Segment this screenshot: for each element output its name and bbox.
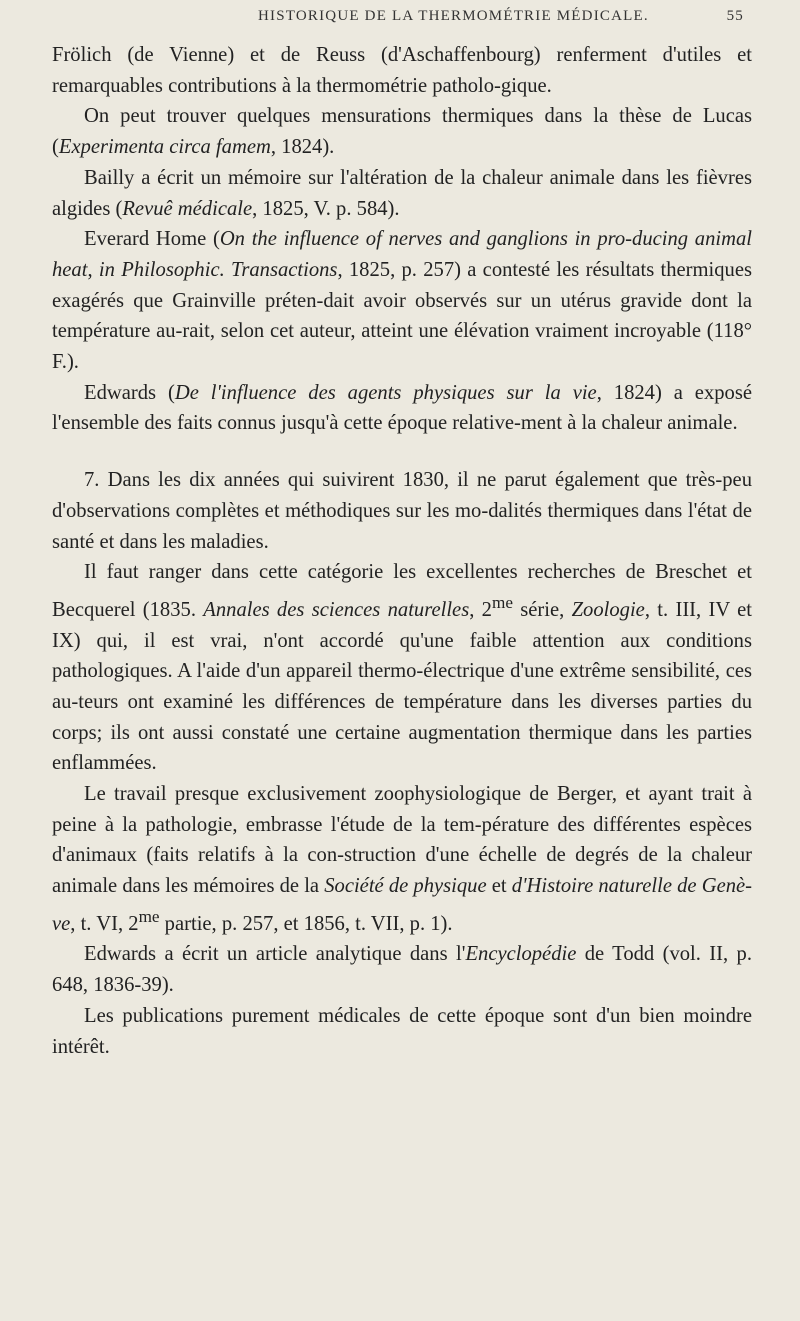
paragraph xyxy=(52,779,752,939)
text-segment: et xyxy=(486,875,512,898)
paragraph xyxy=(52,1001,752,1062)
italic-text: Revuê médicale xyxy=(122,197,253,220)
paragraph xyxy=(52,378,752,439)
text-segment: , 1824). xyxy=(270,136,335,159)
text-segment: , xyxy=(87,258,99,281)
text-segment: , 2 xyxy=(469,598,492,621)
text-segment: Bailly a écrit un mémoire sur l'altération de la chaleur animale dans les fièvres algides ( xyxy=(52,166,752,220)
italic-text: Encyclopédie xyxy=(465,943,577,966)
paragraph xyxy=(52,939,752,1000)
paragraph xyxy=(52,465,752,557)
text-segment: 7. Dans les dix années qui suivirent 1830, il ne parut également que très-peu d'observations complètes et méthodiques sur les mo-dalités thermiques dans l'état de santé et dans les maladies. xyxy=(52,469,752,553)
paragraph xyxy=(52,163,752,224)
text-segment: , 1825, p. 257) a contesté les résultats thermiques exagérés que Grainville préten-dait avoir observés sur un utérus gravide dont la température au-rait, selon cet auteur, atteint une élévation vraiment incroyable (118° F.). xyxy=(52,258,752,374)
text-segment: , t. III, IV et IX) qui, il est vrai, n'ont accordé qu'une faible attention aux conditions pathologiques. A l'aide d'un appareil thermo-électrique d'une extrême sensibilité, ces au-teurs ont examiné les différences de température dans les diverses parties du corps; ils ont aussi constaté une certaine augmentation thermique dans les parties enflammées. xyxy=(52,598,753,775)
superscript-text: me xyxy=(138,906,160,926)
italic-text: d'Histoire naturelle de Genè-ve xyxy=(52,875,753,935)
body-text xyxy=(52,40,752,1062)
paragraph xyxy=(52,557,752,779)
italic-text: in Philosophic. Transactions xyxy=(98,258,338,281)
text-segment: Edwards a écrit un article analytique dans l' xyxy=(84,943,466,966)
text-segment: partie, p. 257, et 1856, t. VII, p. 1). xyxy=(159,912,453,935)
text-segment: Frölich (de Vienne) et de Reuss (d'Aschaffenbourg) renferment d'utiles et remarquables contributions à la thermométrie patholo-gique. xyxy=(52,44,752,97)
running-title: HISTORIQUE DE LA THERMOMÉTRIE MÉDICALE. xyxy=(258,8,649,24)
text-segment: de Todd (vol. II, p. 648, 1836-39). xyxy=(52,943,752,997)
italic-text: Société de physique xyxy=(324,875,487,898)
superscript-text: me xyxy=(491,592,513,612)
text-segment: On peut trouver quelques mensurations thermiques dans la thèse de Lucas ( xyxy=(52,105,752,159)
paragraph xyxy=(52,224,752,378)
text-segment: Edwards ( xyxy=(84,381,175,404)
italic-text: Experimenta circa famem xyxy=(58,136,271,159)
text-segment: Le travail presque exclusivement zoophysiologique de Berger, et ayant trait à peine à la pathologie, embrasse l'étude de la tem-pérature des différentes espèces d'animaux (faits relatifs à la con-struction d'une échelle de degrés de la chaleur animale dans les mémoires de la xyxy=(52,783,752,898)
text-segment: Les publications purement médicales de cette époque sont d'un bien moindre intérêt. xyxy=(52,1004,752,1058)
italic-text: Zoologie xyxy=(571,598,645,621)
text-segment: , t. VI, 2 xyxy=(70,912,139,935)
text-segment: , 1824) a exposé l'ensemble des faits connus jusqu'à cette époque relative-ment à la chaleur animale. xyxy=(52,381,752,435)
paragraph xyxy=(52,101,752,162)
paragraph xyxy=(52,40,752,101)
page-number: 55 xyxy=(726,8,744,24)
text-segment: Il faut ranger dans cette catégorie les excellentes recherches de Breschet et Becquerel (1835. xyxy=(52,561,752,621)
italic-text: Annales des sciences naturelles xyxy=(203,598,470,621)
text-segment: série, xyxy=(512,598,572,621)
running-header xyxy=(258,8,744,25)
italic-text: De l'influence des agents physiques sur la vie xyxy=(174,381,597,404)
text-segment: , 1825, V. p. 584). xyxy=(252,197,400,220)
text-segment: Everard Home ( xyxy=(84,228,220,251)
italic-text: On the influence of nerves and ganglions in pro-ducing animal heat xyxy=(52,228,753,281)
